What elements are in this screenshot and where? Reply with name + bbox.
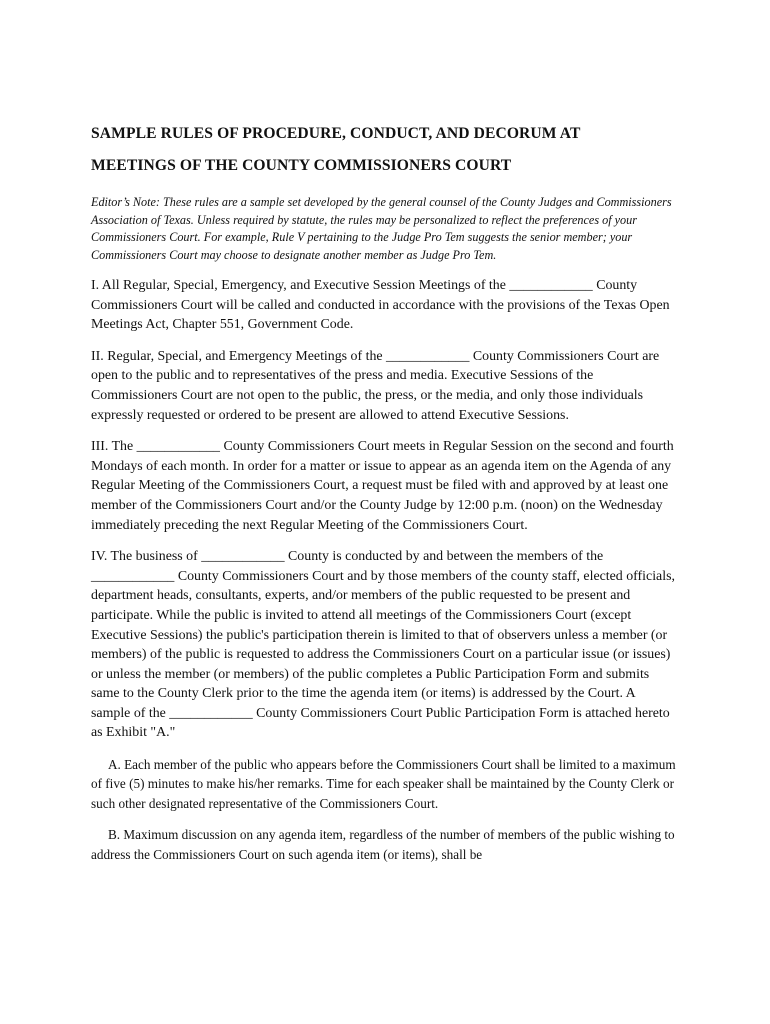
editors-note: Editor’s Note: These rules are a sample set developed by the general counsel of the County Judges and Commissioners Association of Texas. Unless required by statute, the rules may be personalized to reflect the preferences of your Commissioners Court. For example, Rule V pertaining to the Judge Pro Tem suggests the senior member; your Commissioners Court may choose to designate another member as Judge Pro Tem. [91, 195, 672, 262]
rule-ii: II. Regular, Special, and Emergency Meetings of the ____________ County Commissioners Court are open to the public and to representatives of the press and media. Executive Sessions of the Commissioners Court are not open to the public, the press, or the media, and only those individuals expressly requested or ordered to be present are allowed to attend Executive Sessions. [91, 348, 660, 423]
rule-iv-a: A. Each member of the public who appears before the Commissioners Court shall be limited to a maximum of five (5) minutes to make his/her remarks. Time for each speaker shall be maintained by the County Clerk or such other designated representative of the Commissioners Court. [91, 757, 676, 811]
rule-i: I. All Regular, Special, Emergency, and Executive Session Meetings of the ____________ County Commissioners Court will be called and conducted in accordance with the provisions of the Texas Open Meetings Act, Chapter 551, Government Code. [91, 278, 670, 333]
document-page [91, 118, 677, 864]
rule-iv-b: B. Maximum discussion on any agenda item, regardless of the number of members of the public wishing to address the Commissioners Court on such agenda item (or items), shall be [91, 827, 675, 862]
rule-iii: III. The ____________ County Commissioners Court meets in Regular Session on the second and fourth Mondays of each month. In order for a matter or issue to appear as an agenda item on the Agenda of any Regular Meeting of the Commissioners Court, a request must be filed with and approved by at least one member of the Commissioners Court and/or the County Judge by 12:00 p.m. (noon) on the Wednesday immediately preceding the next Regular Meeting of the Commissioners Court. [91, 439, 674, 533]
document-title-line-2: MEETINGS OF THE COUNTY COMMISSIONERS COURT [91, 157, 512, 174]
rule-iv: IV. The business of ____________ County is conducted by and between the members of the ____________ County Commissioners Court and by those members of the county staff, elected officials, department heads, consultants, experts, and/or members of the public requested to be present and participate. While the public is invited to attend all meetings of the Commissioners Court (except Executive Sessions) the public's participation therein is limited to that of observers unless a member (or members) of the public is requested to address the Commissioners Court on a particular issue (or issues) or unless the member (or members) of the public completes a Public Participation Form and submits same to the County Clerk prior to the time the agenda item (or items) is addressed by the Court. A sample of the ____________ County Commissioners Court Public Participation Form is attached hereto as Exhibit "A." [91, 549, 675, 741]
document-title-line-1: SAMPLE RULES OF PROCEDURE, CONDUCT, AND DECORUM AT [91, 125, 581, 142]
